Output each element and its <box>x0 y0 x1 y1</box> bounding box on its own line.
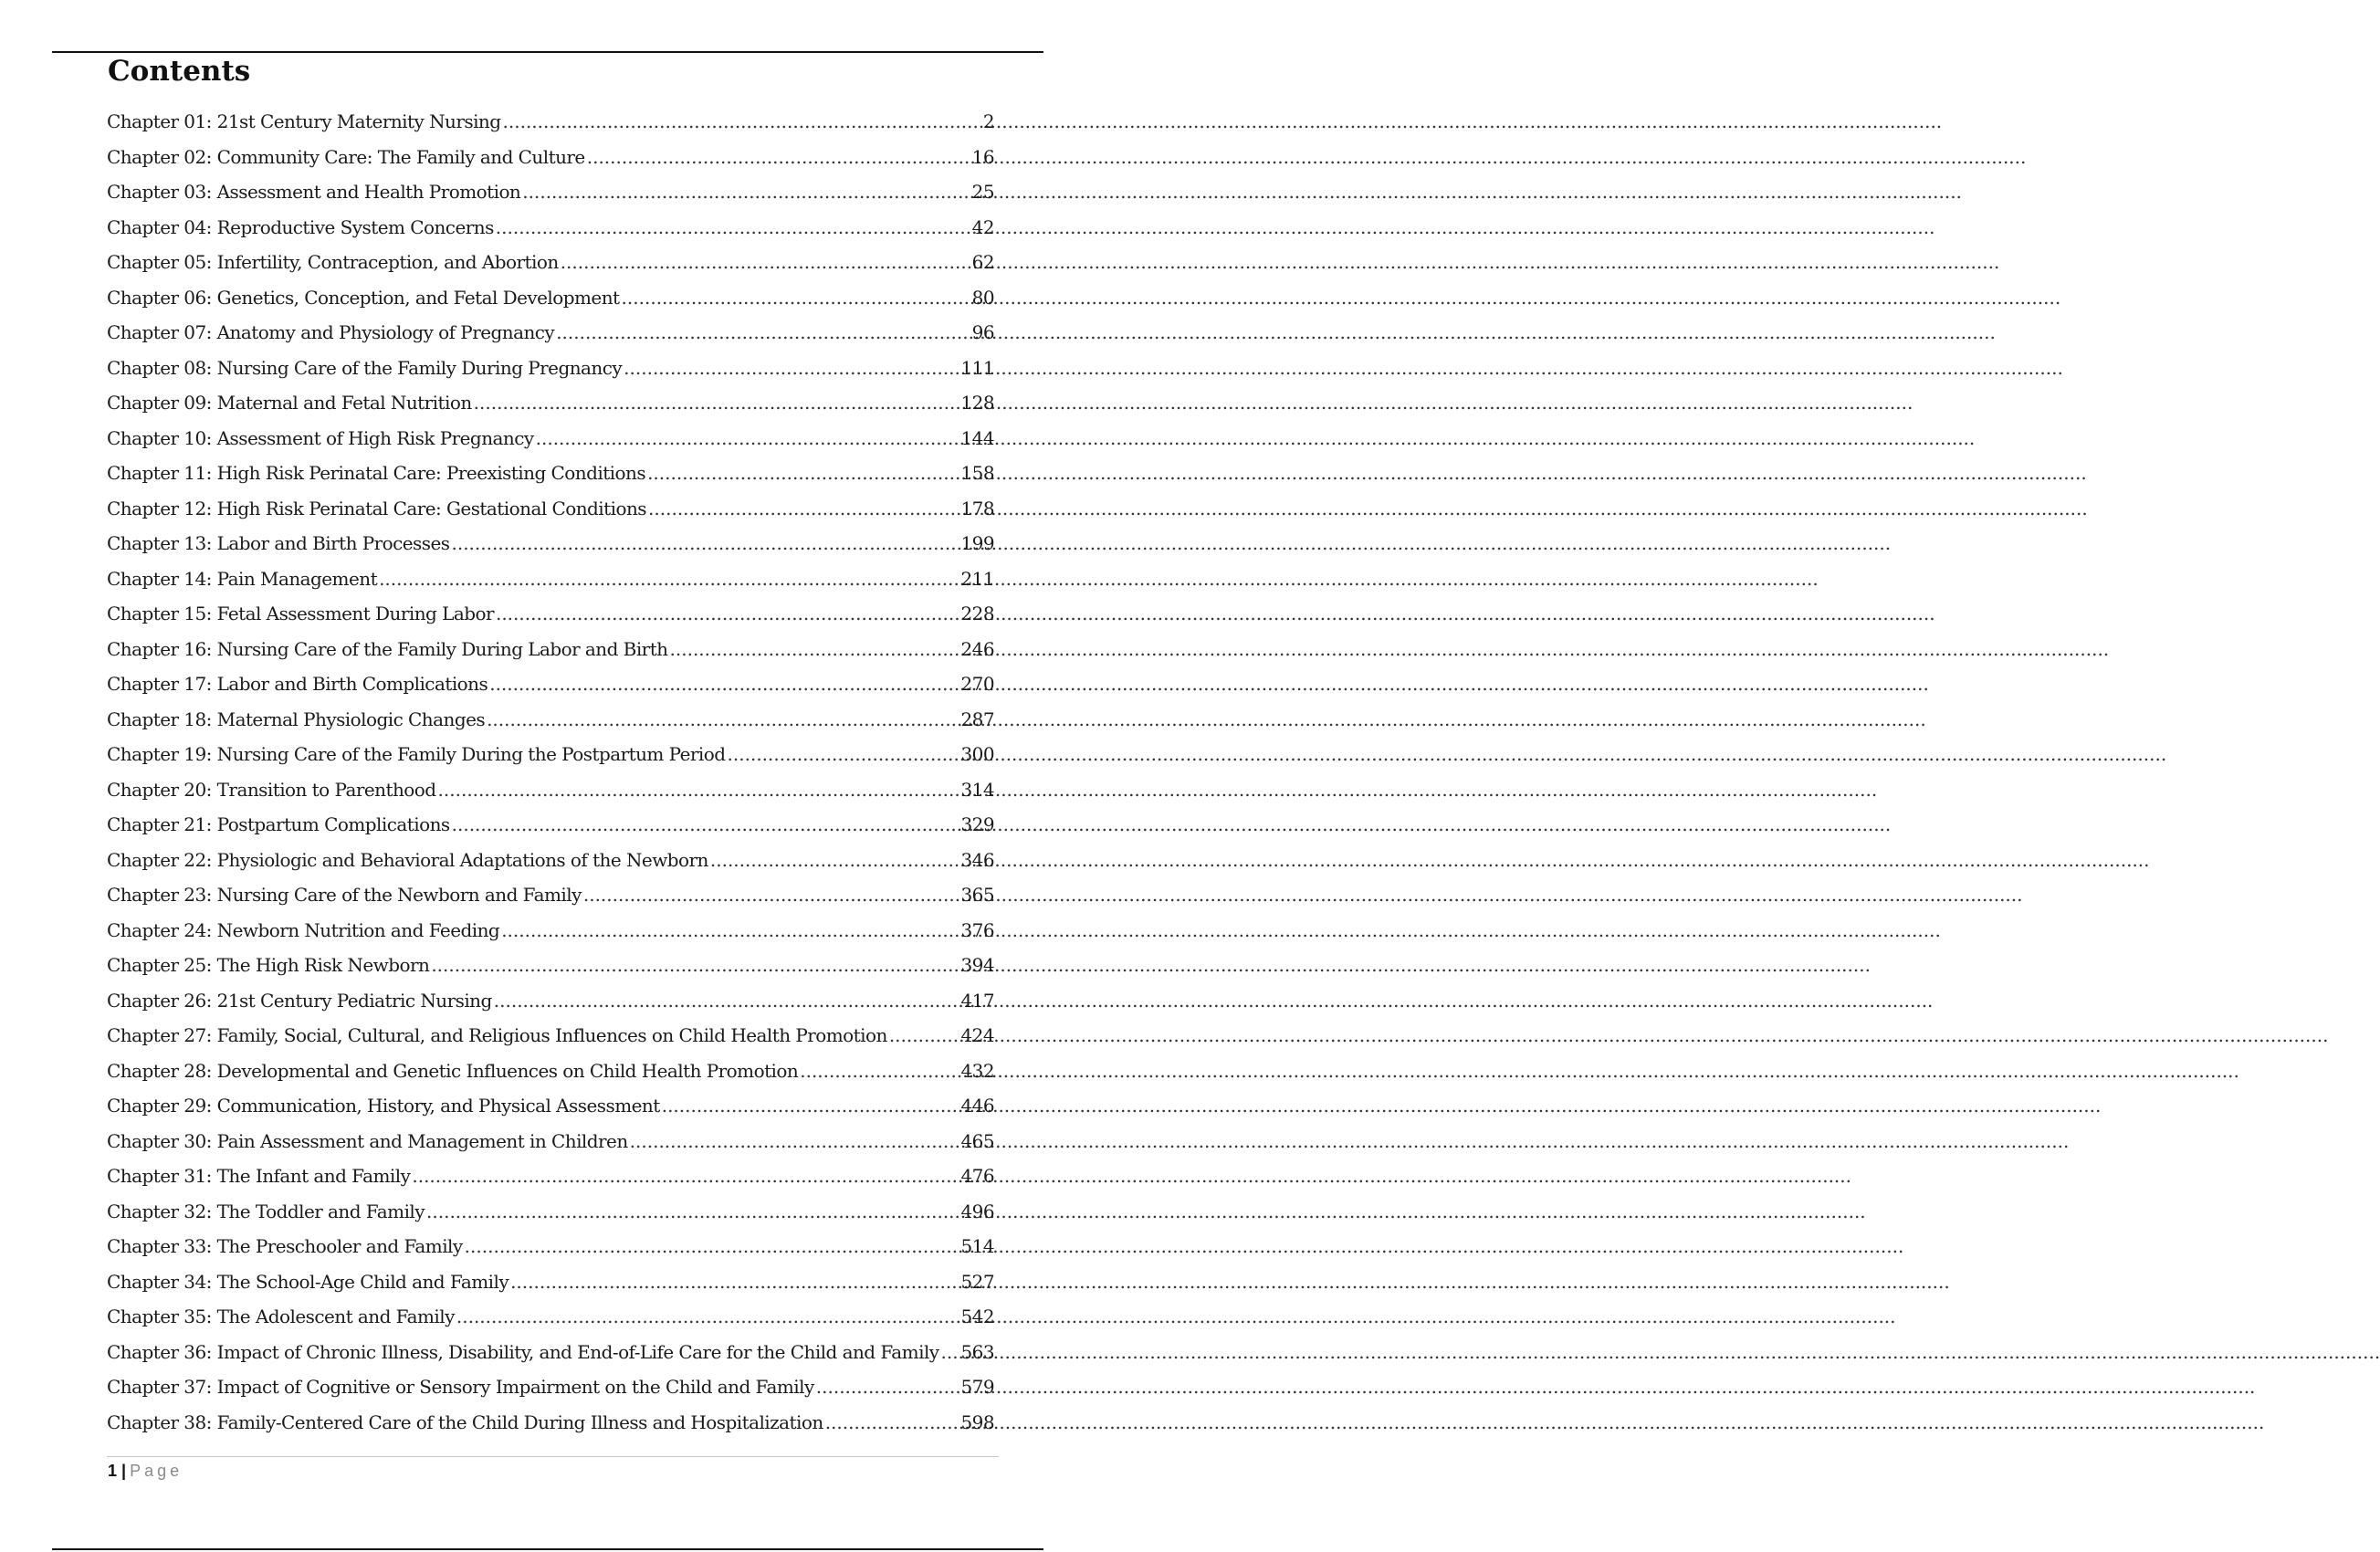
toc-entry[interactable] <box>107 807 994 843</box>
toc-entry-title: Chapter 13: Labor and Birth Processes <box>107 532 450 554</box>
dot-leader <box>670 632 959 667</box>
dot-leader <box>503 104 981 140</box>
toc-entry[interactable] <box>107 1229 994 1264</box>
toc-entry-page: 62 <box>971 251 994 273</box>
toc-entry-page: 432 <box>960 1059 994 1082</box>
toc-entry-page: 2 <box>982 110 994 132</box>
toc-entry-title: Chapter 32: The Toddler and Family <box>107 1200 425 1222</box>
toc-entry-title: Chapter 38: Family-Centered Care of the Child During Illness and Hospitalization <box>107 1410 823 1433</box>
toc-entry[interactable] <box>107 1264 994 1300</box>
toc-entry-page: 111 <box>960 356 994 379</box>
toc-entry-title: Chapter 11: High Risk Perinatal Care: Preexisting Conditions <box>107 462 646 484</box>
toc-entry-page: 394 <box>960 954 994 976</box>
toc-entry[interactable] <box>107 772 994 808</box>
toc-entry[interactable] <box>107 1299 994 1335</box>
toc-entry-title: Chapter 29: Communication, History, and Physical Assessment <box>107 1095 660 1117</box>
dot-leader <box>412 1159 959 1194</box>
toc-entry-title: Chapter 10: Assessment of High Risk Pregnancy <box>107 426 534 449</box>
toc-entry[interactable] <box>107 280 994 316</box>
toc-entry-title: Chapter 16: Nursing Care of the Family During Labor and Birth <box>107 637 668 660</box>
toc-entry-page: 365 <box>960 884 994 906</box>
toc-entry-title: Chapter 08: Nursing Care of the Family During Pregnancy <box>107 356 623 379</box>
dot-leader <box>624 351 959 386</box>
toc-entry-title: Chapter 01: 21st Century Maternity Nursing <box>107 110 501 132</box>
dot-leader <box>379 561 959 597</box>
toc-entry-title: Chapter 21: Postpartum Complications <box>107 813 450 835</box>
dot-leader <box>452 807 959 843</box>
toc-entry[interactable] <box>107 104 994 140</box>
toc-entry-title: Chapter 17: Labor and Birth Complications <box>107 673 488 695</box>
dot-leader <box>622 280 970 316</box>
toc-entry-title: Chapter 20: Transition to Parenthood <box>107 778 436 801</box>
toc-entry[interactable] <box>107 1124 994 1159</box>
toc-entry-page: 300 <box>960 743 994 765</box>
toc-entry-page: 158 <box>960 462 994 484</box>
toc-entry-title: Chapter 07: Anatomy and Physiology of Pregnancy <box>107 321 555 343</box>
dot-leader <box>728 737 959 772</box>
toc-entry[interactable] <box>107 315 994 351</box>
toc-entry[interactable] <box>107 666 994 702</box>
toc-entry-page: 417 <box>960 989 994 1012</box>
toc-entry[interactable] <box>107 1054 994 1089</box>
toc-entry-page: 542 <box>960 1306 994 1327</box>
toc-entry-page: 329 <box>960 813 994 835</box>
toc-entry[interactable] <box>107 491 994 527</box>
toc-entry-page: 346 <box>960 848 994 871</box>
dot-leader <box>583 877 959 913</box>
toc-entry-title: Chapter 24: Newborn Nutrition and Feeding <box>107 918 500 941</box>
toc-entry-title: Chapter 04: Reproductive System Concerns <box>107 215 494 238</box>
toc-entry[interactable] <box>107 702 994 738</box>
toc-entry-page: 211 <box>960 567 994 590</box>
toc-entry-page: 96 <box>971 321 994 343</box>
toc-entry[interactable] <box>107 140 994 175</box>
toc-entry-title: Chapter 22: Physiologic and Behavioral Adaptations of the Newborn <box>107 848 708 871</box>
toc-entry-title: Chapter 35: The Adolescent and Family <box>107 1306 455 1327</box>
toc-entry-title: Chapter 09: Maternal and Fetal Nutrition <box>107 392 472 414</box>
page-footer <box>108 1459 183 1483</box>
dot-leader <box>710 843 959 878</box>
toc-entry-title: Chapter 06: Genetics, Conception, and Fetal Development <box>107 286 620 309</box>
toc-entry[interactable] <box>107 1369 994 1405</box>
dot-leader <box>438 772 959 808</box>
toc-entry[interactable] <box>107 526 994 561</box>
dot-leader <box>825 1405 959 1441</box>
toc-entry-page: 514 <box>960 1235 994 1257</box>
dot-leader <box>561 245 970 280</box>
dot-leader <box>501 913 959 949</box>
dot-leader <box>496 210 970 246</box>
dot-leader <box>662 1088 959 1124</box>
dot-leader <box>630 1124 959 1159</box>
toc-entry-page: 228 <box>960 603 994 624</box>
toc-entry[interactable] <box>107 1088 994 1124</box>
dot-leader <box>536 421 959 456</box>
dot-leader <box>800 1054 959 1089</box>
dot-leader <box>522 174 970 210</box>
toc-entry-page: 314 <box>960 778 994 801</box>
dot-leader <box>941 1335 959 1370</box>
toc-entry-page: 128 <box>960 392 994 414</box>
dot-leader <box>474 385 959 421</box>
footer-page-label: Page <box>130 1462 183 1480</box>
toc-entry[interactable] <box>107 421 994 456</box>
toc-entry[interactable] <box>107 456 994 491</box>
toc-entry-page: 496 <box>960 1200 994 1222</box>
toc-entry-title: Chapter 03: Assessment and Health Promotion <box>107 181 521 203</box>
dot-leader <box>456 1299 959 1335</box>
toc-entry-page: 246 <box>960 637 994 660</box>
toc-entry[interactable] <box>107 174 994 210</box>
toc-entry-page: 42 <box>971 215 994 238</box>
table-of-contents <box>107 104 994 1440</box>
footer-divider <box>107 1456 999 1457</box>
toc-entry-title: Chapter 12: High Risk Perinatal Care: Gestational Conditions <box>107 497 647 519</box>
dot-leader <box>494 983 959 1019</box>
toc-entry-page: 563 <box>960 1340 994 1363</box>
toc-entry-title: Chapter 31: The Infant and Family <box>107 1165 411 1187</box>
dot-leader <box>451 526 959 561</box>
toc-entry[interactable] <box>107 737 994 772</box>
toc-entry[interactable] <box>107 1194 994 1230</box>
footer-page-number: 1 <box>108 1462 118 1480</box>
dot-leader <box>556 315 970 351</box>
toc-entry-title: Chapter 14: Pain Management <box>107 567 378 590</box>
toc-entry[interactable] <box>107 1405 994 1441</box>
bottom-rule <box>52 1548 1043 1550</box>
toc-entry-title: Chapter 27: Family, Social, Cultural, and Religious Influences on Child Health Promotion <box>107 1024 887 1046</box>
toc-entry-title: Chapter 23: Nursing Care of the Newborn and Family <box>107 884 582 906</box>
toc-entry[interactable] <box>107 948 994 983</box>
toc-entry-page: 376 <box>960 918 994 941</box>
toc-entry-page: 527 <box>960 1270 994 1293</box>
dot-leader <box>496 596 959 632</box>
toc-entry-title: Chapter 33: The Preschooler and Family <box>107 1235 463 1257</box>
toc-entry-title: Chapter 19: Nursing Care of the Family During the Postpartum Period <box>107 743 726 765</box>
dot-leader <box>816 1369 959 1405</box>
dot-leader <box>426 1194 959 1230</box>
toc-entry-page: 144 <box>960 426 994 449</box>
toc-entry-title: Chapter 28: Developmental and Genetic Influences on Child Health Promotion <box>107 1059 799 1082</box>
toc-entry[interactable] <box>107 1159 994 1194</box>
toc-entry[interactable] <box>107 210 994 246</box>
toc-entry[interactable] <box>107 843 994 878</box>
toc-entry-page: 16 <box>971 145 994 168</box>
toc-entry-page: 178 <box>960 497 994 519</box>
toc-entry-page: 270 <box>960 673 994 695</box>
toc-entry[interactable] <box>107 245 994 280</box>
dot-leader <box>647 456 959 491</box>
toc-entry-page: 476 <box>960 1165 994 1187</box>
dot-leader <box>487 702 959 738</box>
toc-entry-title: Chapter 37: Impact of Cognitive or Sensory Impairment on the Child and Family <box>107 1376 814 1398</box>
toc-entry-title: Chapter 15: Fetal Assessment During Labor <box>107 603 494 624</box>
toc-entry-page: 199 <box>960 532 994 554</box>
dot-leader <box>889 1018 959 1054</box>
toc-entry[interactable] <box>107 385 994 421</box>
dot-leader <box>510 1264 959 1300</box>
toc-entry[interactable] <box>107 913 994 949</box>
toc-entry-title: Chapter 30: Pain Assessment and Management in Children <box>107 1129 628 1152</box>
toc-entry-title: Chapter 18: Maternal Physiologic Changes <box>107 708 486 730</box>
toc-entry-page: 579 <box>960 1376 994 1398</box>
toc-entry-title: Chapter 34: The School-Age Child and Family <box>107 1270 509 1293</box>
toc-entry-page: 80 <box>971 286 994 309</box>
toc-entry[interactable] <box>107 351 994 386</box>
toc-entry[interactable] <box>107 561 994 597</box>
toc-entry-page: 446 <box>960 1095 994 1117</box>
dot-leader <box>465 1229 959 1264</box>
toc-entry-title: Chapter 26: 21st Century Pediatric Nursing <box>107 989 492 1012</box>
toc-entry-page: 287 <box>960 708 994 730</box>
toc-entry-title: Chapter 02: Community Care: The Family and Culture <box>107 145 585 168</box>
page-title: Contents <box>108 55 251 88</box>
toc-entry-page: 598 <box>960 1410 994 1433</box>
toc-entry[interactable] <box>107 1335 994 1370</box>
dot-leader <box>431 948 959 983</box>
toc-entry-page: 465 <box>960 1129 994 1152</box>
toc-entry[interactable] <box>107 632 994 667</box>
toc-entry-title: Chapter 25: The High Risk Newborn <box>107 954 430 976</box>
toc-entry[interactable] <box>107 983 994 1019</box>
toc-entry-page: 424 <box>960 1024 994 1046</box>
toc-entry[interactable] <box>107 1018 994 1054</box>
toc-entry[interactable] <box>107 596 994 632</box>
footer-separator: | <box>121 1462 127 1480</box>
dot-leader <box>489 666 959 702</box>
dot-leader <box>648 491 959 527</box>
toc-entry-title: Chapter 36: Impact of Chronic Illness, Disability, and End-of-Life Care for the Child and Family <box>107 1340 939 1363</box>
toc-entry-title: Chapter 05: Infertility, Contraception, and Abortion <box>107 251 559 273</box>
toc-entry-page: 25 <box>971 181 994 203</box>
toc-entry[interactable] <box>107 877 994 913</box>
dot-leader <box>587 140 970 175</box>
